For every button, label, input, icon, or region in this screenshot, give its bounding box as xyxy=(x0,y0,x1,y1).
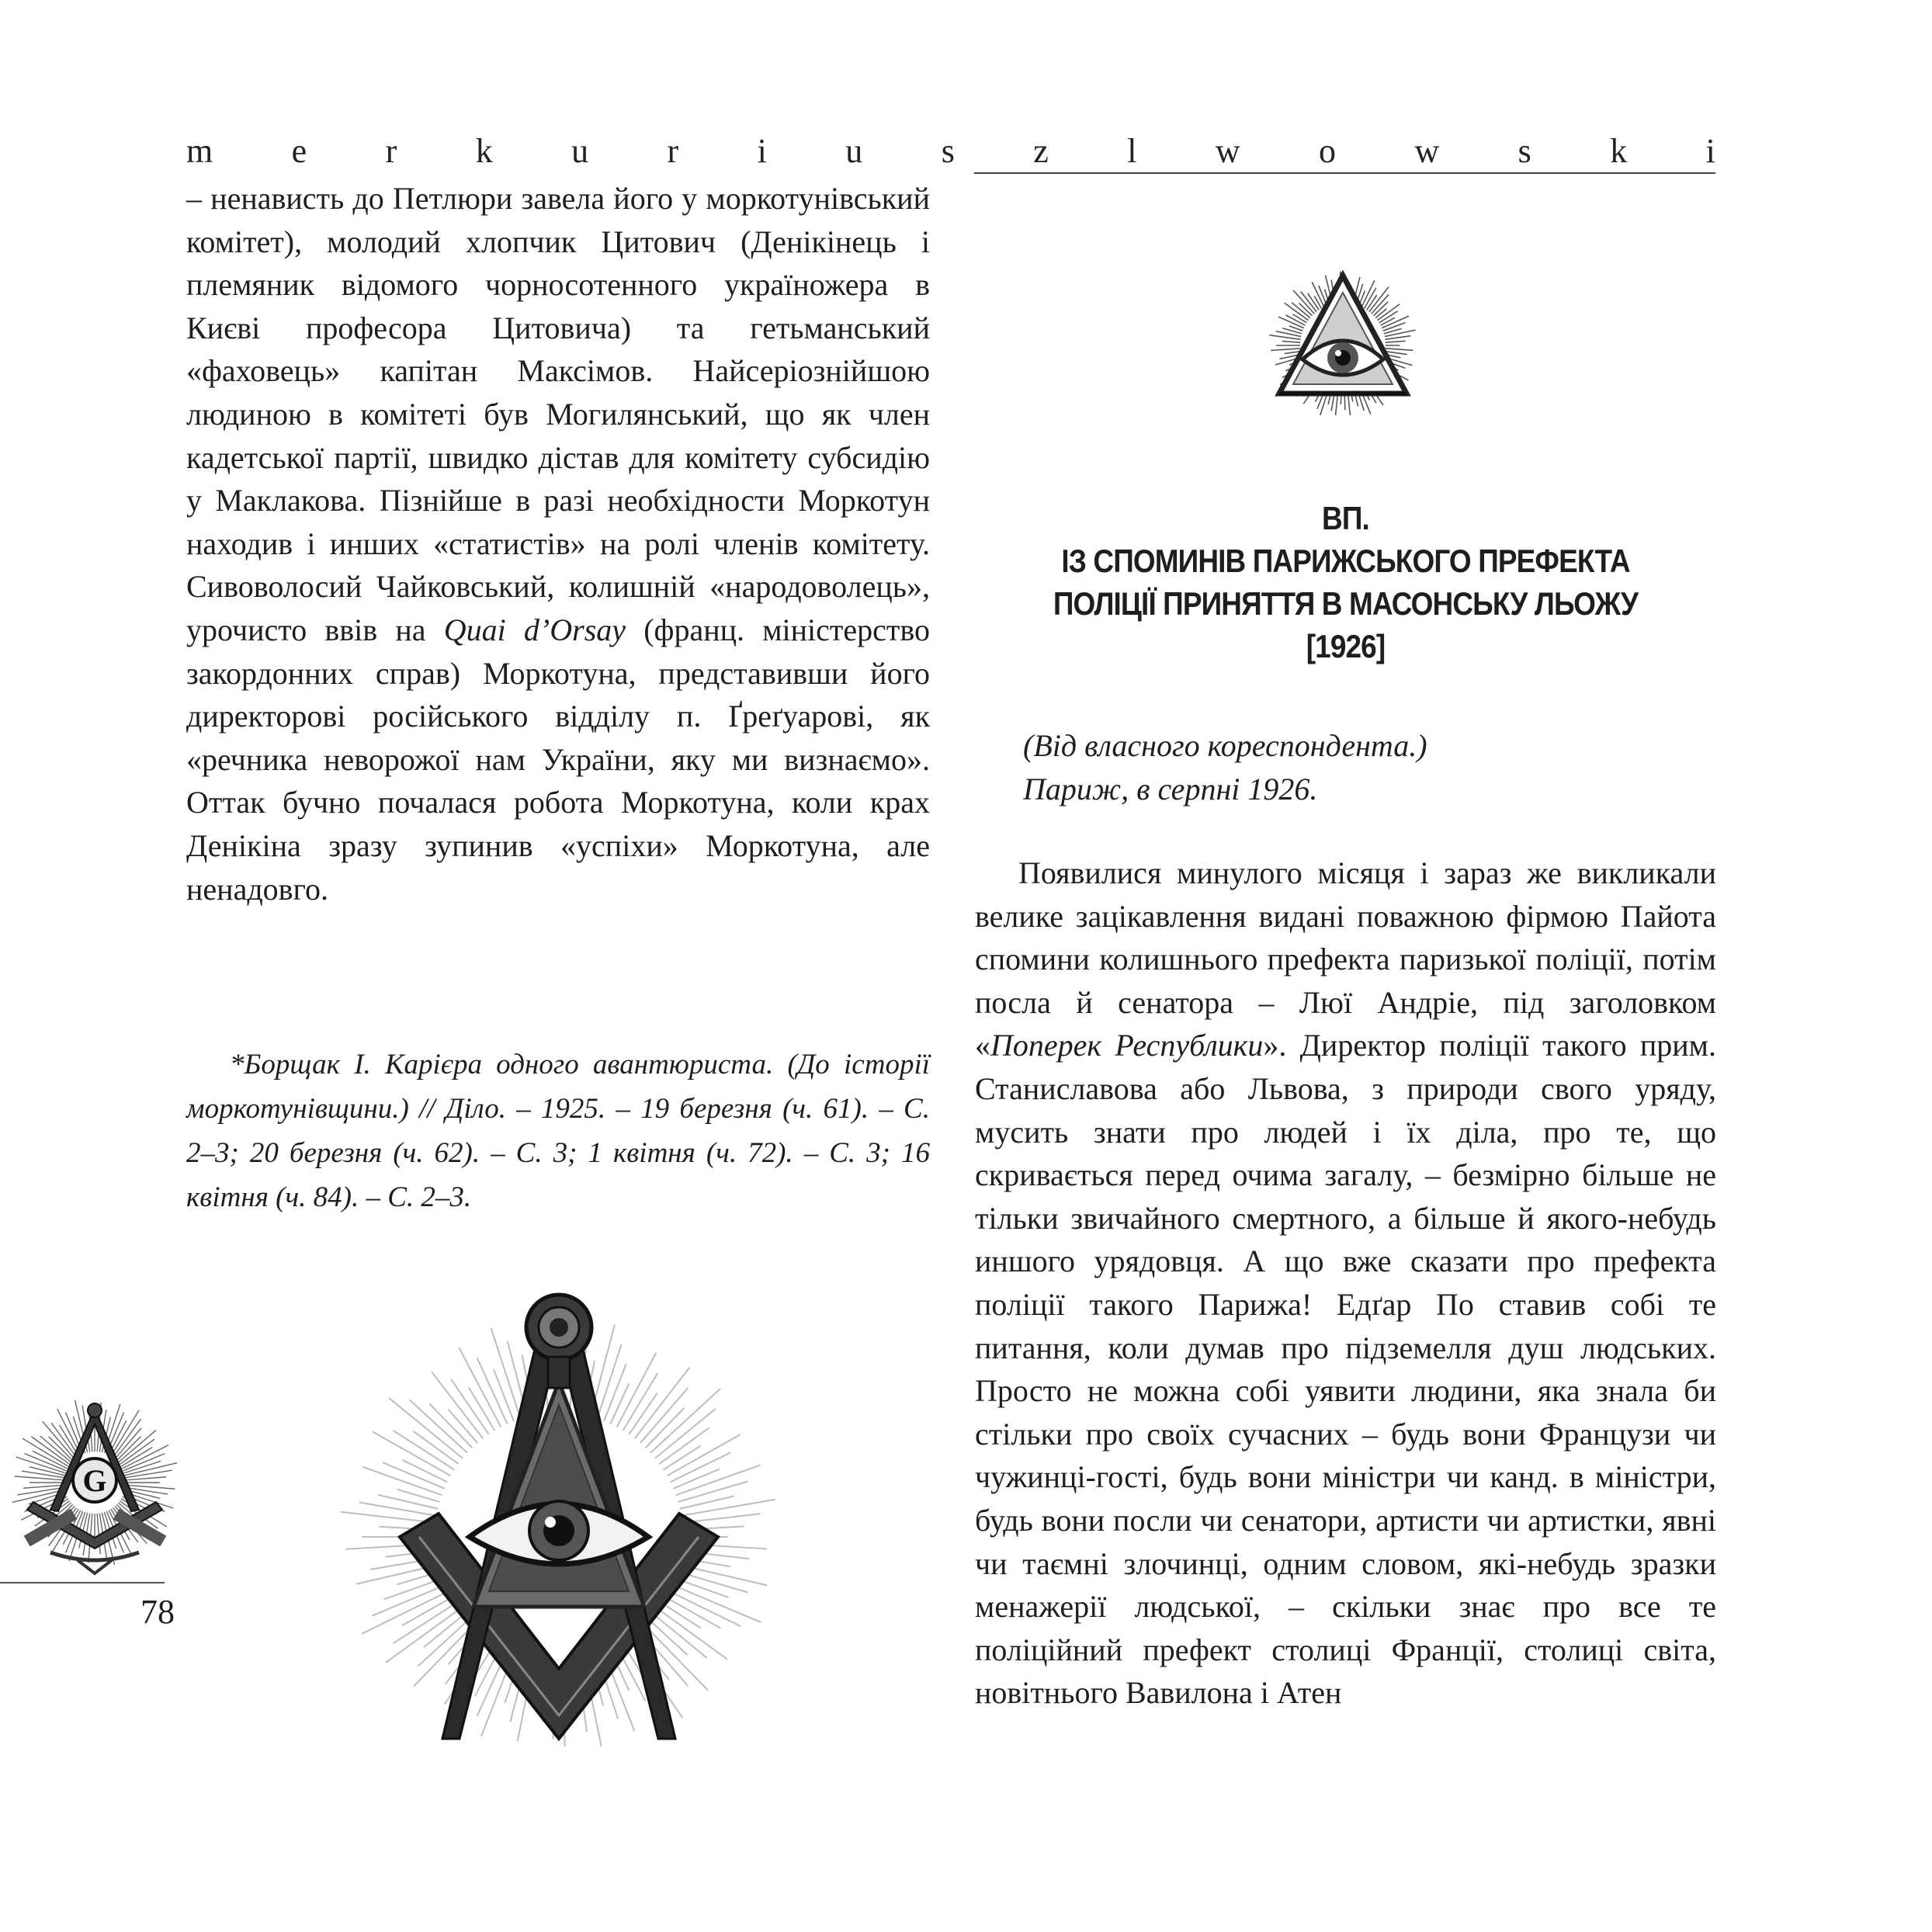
right-column-paragraph: Появилися минулого місяця і зараз же викликали велике зацікавлення видані поважною фірмою Пайота спомини колишнього префекта паризької поліції, потім посла й сенатора – Люї Андріе, під заголовком «Поперек Республики». Директор поліції такого прим. Станиславова або Львова, з природи свого уряду, мусить знати про людей і їх діла, про те, що скривається перед очима загалу, – безмірно більше не тільки звичайного смертного, а більше й якого-небудь иншого урядовця. А що вже сказати про префекта поліції такого Парижа! Едґар По ставив собі те питання, коли думав про підземелля душ людських. Просто не можна собі уявити людини, яка знала би стільки про своїх сучасних – будь вони Французи чи чужинці-гості, будь вони міністри чи канд. в міністри, будь вони посли чи сенатори, артисти чи артистки, явні чи таємні злочинці, одним словом, які-небудь зразки менажерії людської, – скільки знає про все те поліційний префект столиці Франції, столиці світа, новітнього Вавилона і Атен xyxy=(975,855,1716,1711)
left-column xyxy=(186,177,930,911)
header-letter: u xyxy=(845,132,863,170)
header-rule xyxy=(974,172,1715,174)
header-letter: u xyxy=(571,132,589,170)
header-letter: e xyxy=(291,132,307,170)
footer-rule xyxy=(0,1582,165,1583)
page-number: 78 xyxy=(140,1593,175,1631)
square-and-compass-eye-icon xyxy=(326,1281,792,1746)
italic-term: Quai d’Orsay xyxy=(443,612,626,647)
header-letter: w xyxy=(1215,132,1240,170)
header-letter: r xyxy=(385,132,397,170)
header-letter: i xyxy=(757,132,767,170)
left-column-paragraph: – ненависть до Петлюри завела його у моркотунівський комітет), молодий хлопчик Цитович (Денікінець і племяник відомого чорносотенного україножера в Києві професора Цитовича) та гетьманський «фаховець» капітан Максімов. Найсеріознійшою людиною в комітеті був Могилянський, що як член кадетської партії, швидко дістав для комітету субсидію у Маклакова. Пізнійше в разі необхідности Моркотун находив і инших «статистів» на ролі членів комітету. Сивоволосий Чайковський, колишній «народоволець», урочисто ввів на Quai d’Orsay (франц. міністерство закордонних справ) Моркотуна, представивши його директорові російського відділу п. Ґреґуарові, як «речника неворожої нам України, яку ми визнаємо». Оттак бучно почалася робота Моркотуна, коли крах Денікіна зразу зупинив «успіхи» Моркотуна, але ненадовго. xyxy=(186,181,930,907)
header-letter: m xyxy=(186,132,213,170)
dateline-correspondent: (Від власного кореспондента.) xyxy=(1023,728,1427,763)
footnote: *Борщак І. Карієра одного авантюриста. (До історії моркотунівщини.) // Діло. – 1925. – 19 березня (ч. 61). – С. 2–3; 20 березня (ч. 62). – С. 3; 1 квітня (ч. 72). – С. 3; 16 квітня (ч. 84). – С. 2–3. xyxy=(186,1049,930,1213)
header-letter: k xyxy=(1610,132,1628,170)
chapter-title-line-2: ПОЛІЦІЇ ПРИНЯТТЯ В МАСОНСЬКУ ЛЬОЖУ xyxy=(1053,585,1639,622)
chapter-year: [1926] xyxy=(1306,628,1386,664)
header-letter: w xyxy=(1414,132,1440,170)
header-letter: s xyxy=(941,132,955,170)
header-letter: s xyxy=(1518,132,1531,170)
dateline-place-date: Париж, в серпні 1926. xyxy=(1023,772,1318,806)
header-letter: l xyxy=(1127,132,1137,170)
masonic-g-emblem-icon xyxy=(4,1393,186,1576)
right-column xyxy=(975,852,1716,1715)
chapter-heading xyxy=(1019,497,1671,668)
dateline xyxy=(1023,724,1706,811)
chapter-title-line-1: ІЗ СПОМИНІВ ПАРИЖСЬКОГО ПРЕФЕКТА xyxy=(1061,543,1630,579)
italic-book-title: Поперек Республики xyxy=(990,1028,1264,1063)
svg-text:G: G xyxy=(82,1463,107,1498)
header-letter: z xyxy=(1033,132,1049,170)
header-letter: r xyxy=(667,132,679,170)
chapter-number: ВП. xyxy=(1322,500,1369,536)
header-letter: i xyxy=(1705,132,1715,170)
running-header xyxy=(186,132,1715,171)
header-letter: o xyxy=(1319,132,1337,170)
header-letter: k xyxy=(475,132,493,170)
all-seeing-eye-triangle-icon xyxy=(1265,260,1420,415)
